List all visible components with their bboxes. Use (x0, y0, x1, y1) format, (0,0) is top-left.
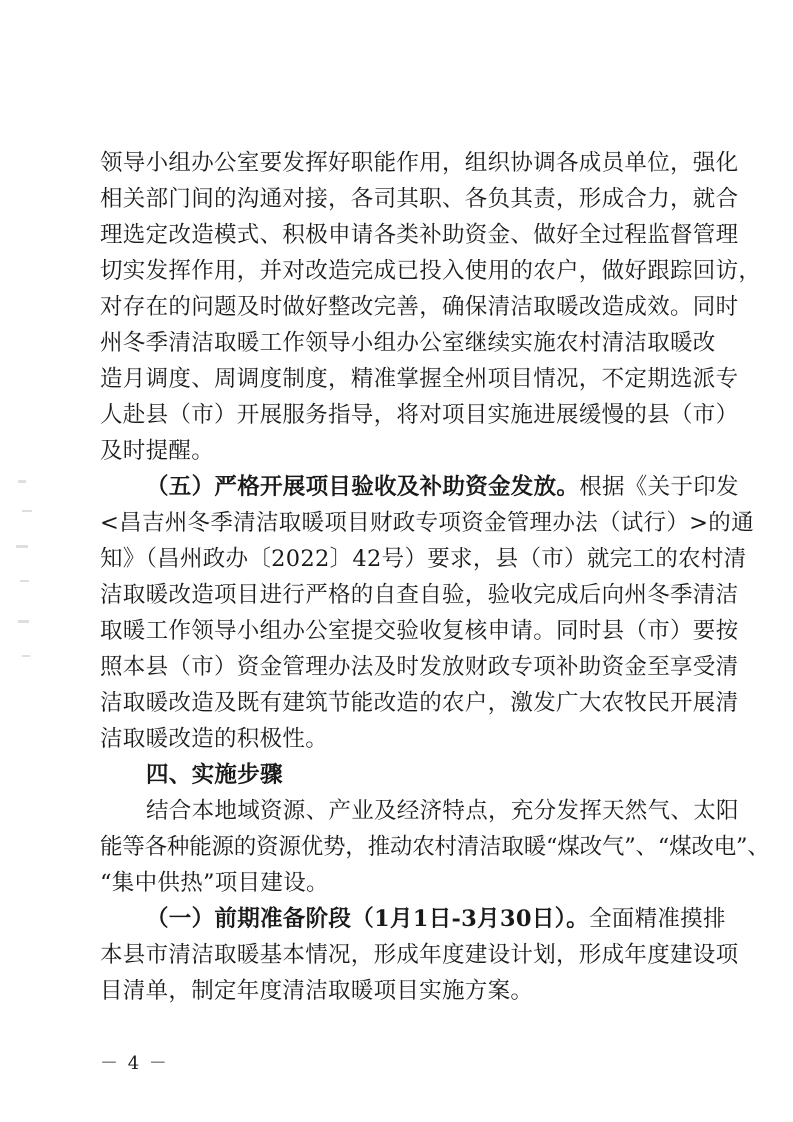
section-5-heading: （五）严格开展项目验收及补助资金发放。 (146, 474, 580, 500)
text-line: 领导小组办公室要发挥好职能作用，组织协调各成员单位，强化 (100, 150, 739, 176)
text-line: 切实发挥作用，并对改造完成已投入使用的农户，做好跟踪回访， (100, 258, 762, 284)
text-line: 本县市清洁取暖基本情况，形成年度建设计划，形成年度建设项 (100, 942, 739, 968)
text-line: 相关部门间的沟通对接，各司其职、各负其责，形成合力，就合 (100, 186, 739, 212)
stage-1-first-line (146, 904, 726, 934)
page-number: － 4 － (100, 1053, 169, 1074)
text-line: 州冬季清洁取暖工作领导小组办公室继续实施农村清洁取暖改 (100, 330, 716, 356)
text-line: 取暖工作领导小组办公室提交验收复核申请。同时县（市）要按 (100, 618, 739, 644)
text-line: 照本县（市）资金管理办法及时发放财政专项补助资金至享受清 (100, 654, 739, 680)
text-line: 及时提醒。 (100, 438, 215, 464)
text-line: 知》（昌州政办〔2022〕42号）要求，县（市）就完工的农村清 (100, 546, 747, 572)
text-line: <昌吉州冬季清洁取暖项目财政专项资金管理办法（试行）>的通 (100, 510, 754, 536)
text-line: 目清单，制定年度清洁取暖项目实施方案。 (100, 978, 534, 1004)
text-line: “集中供热”项目建设。 (100, 870, 329, 896)
section-5-first-line (146, 472, 739, 502)
scan-smudge-mark (8, 470, 48, 670)
text-line: 人赴县（市）开展服务指导，将对项目实施进展缓慢的县（市） (100, 402, 739, 428)
stage-1-first-rest: 全面精准摸排 (588, 906, 726, 932)
text-line: 理选定改造模式、积极申请各类补助资金、做好全过程监督管理 (100, 222, 739, 248)
stage-1-heading: （一）前期准备阶段（1月1日-3月30日）。 (146, 906, 589, 932)
text-line: 能等各种能源的资源优势，推动农村清洁取暖“煤改气”、“煤改电”、 (100, 834, 770, 860)
section-5-first-rest: 根据《关于印发 (579, 474, 739, 500)
text-line: 洁取暖改造的积极性。 (100, 726, 329, 752)
text-line: 洁取暖改造项目进行严格的自查自验，验收完成后向州冬季清洁 (100, 582, 739, 608)
text-line: 洁取暖改造及既有建筑节能改造的农户，激发广大农牧民开展清 (100, 690, 739, 716)
text-line: 造月调度、周调度制度，精准掌握全州项目情况，不定期选派专 (100, 366, 739, 392)
text-line: 对存在的问题及时做好整改完善，确保清洁取暖改造成效。同时 (100, 294, 739, 320)
section-4-heading: 四、实施步骤 (146, 762, 283, 788)
text-line: 结合本地域资源、产业及经济特点，充分发挥天然气、太阳 (146, 798, 739, 824)
